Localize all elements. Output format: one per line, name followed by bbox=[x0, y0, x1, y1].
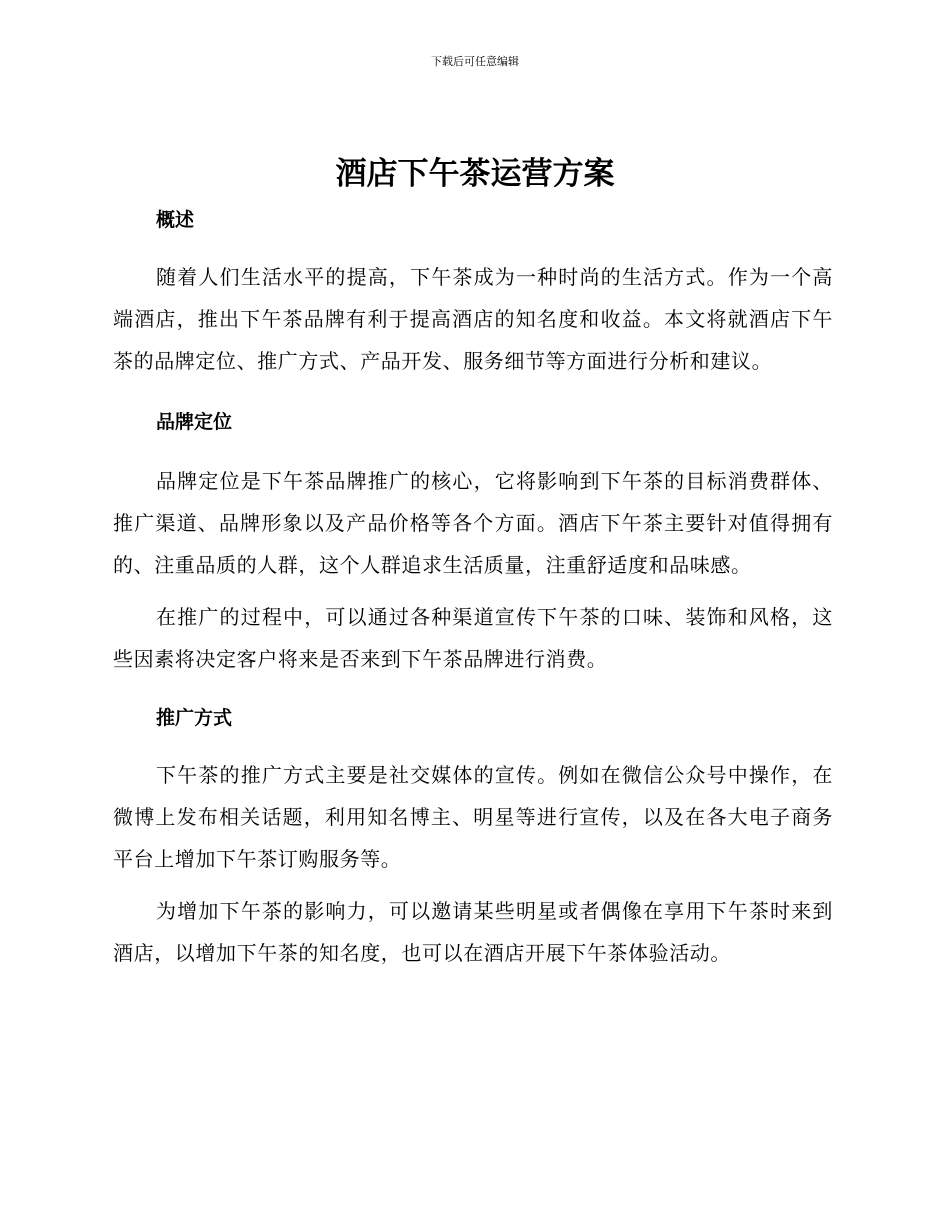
section-heading-promotion-methods: 推广方式 bbox=[156, 707, 233, 729]
document-title: 酒店下午茶运营方案 bbox=[335, 156, 615, 192]
header-note: 下载后可任意编辑 bbox=[431, 55, 519, 68]
document-body bbox=[113, 198, 833, 974]
paragraph-brand-positioning-1: 品牌定位是下午茶品牌推广的核心，它将影响到下午茶的目标消费群体、推广渠道、品牌形象以及产品价格等各个方面。酒店下午茶主要针对值得拥有的、注重品质的人群，这个人群追求生活质量，注重舒适度和品味感。 bbox=[113, 469, 833, 577]
paragraph-brand-positioning-2: 在推广的过程中，可以通过各种渠道宣传下午茶的口味、装饰和风格，这些因素将决定客户将来是否来到下午茶品牌进行消费。 bbox=[113, 605, 833, 671]
section-overview bbox=[113, 198, 833, 382]
section-promotion-methods bbox=[113, 696, 833, 974]
paragraph-promotion-methods-1: 下午茶的推广方式主要是社交媒体的宣传。例如在微信公众号中操作，在微博上发布相关话题，利用知名博主、明星等进行宣传，以及在各大电子商务平台上增加下午茶订购服务等。 bbox=[113, 763, 833, 871]
section-heading-brand-positioning: 品牌定位 bbox=[156, 411, 233, 433]
section-brand-positioning bbox=[113, 400, 833, 680]
paragraph-overview-1: 随着人们生活水平的提高，下午茶成为一种时尚的生活方式。作为一个高端酒店，推出下午茶品牌有利于提高酒店的知名度和收益。本文将就酒店下午茶的品牌定位、推广方式、产品开发、服务细节等方面进行分析和建议。 bbox=[113, 265, 833, 373]
paragraph-promotion-methods-2: 为增加下午茶的影响力，可以邀请某些明星或者偶像在享用下午茶时来到酒店，以增加下午茶的知名度，也可以在酒店开展下午茶体验活动。 bbox=[113, 899, 833, 965]
section-heading-overview: 概述 bbox=[156, 209, 195, 231]
